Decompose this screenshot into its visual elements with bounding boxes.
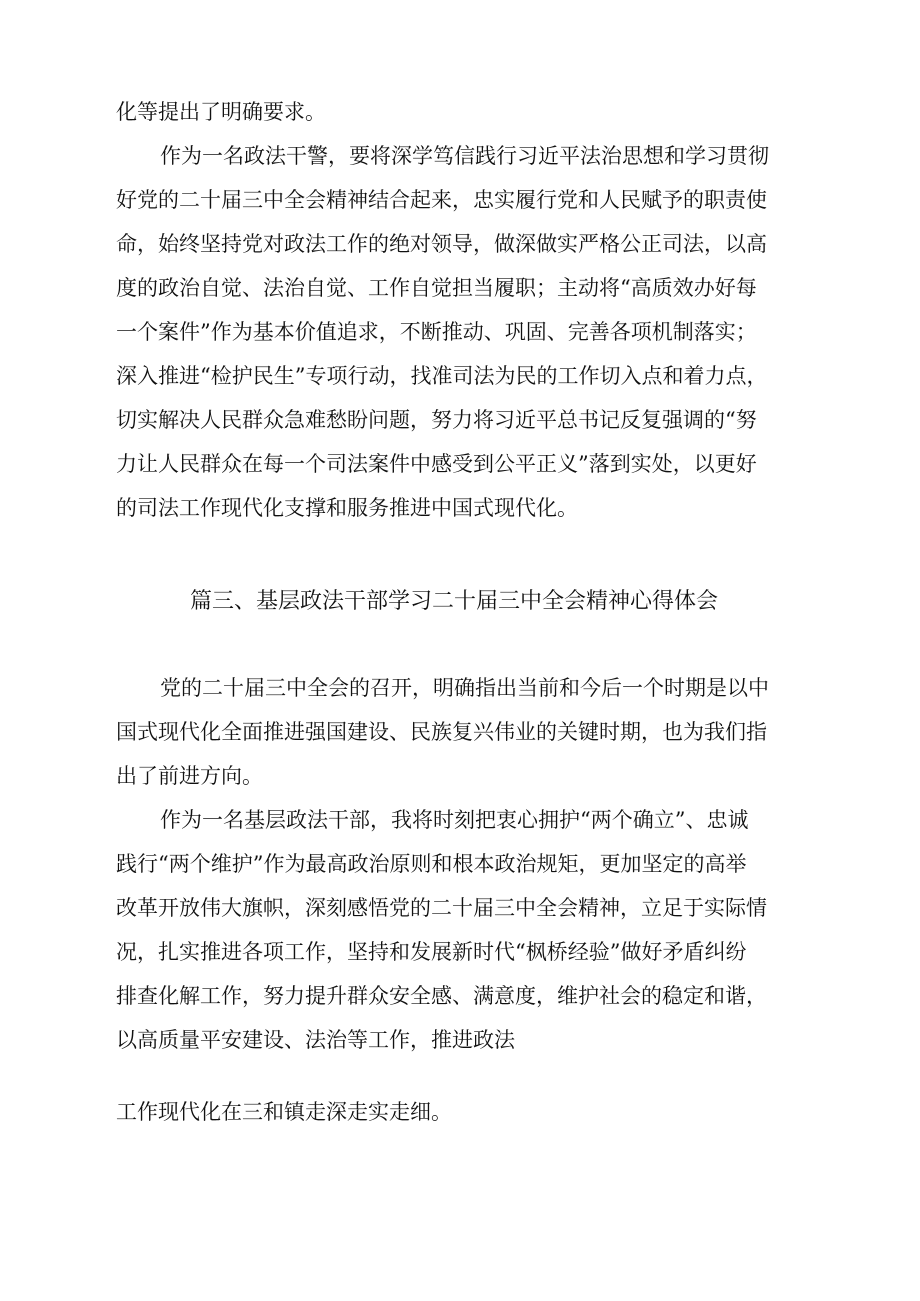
- paragraph-line: [0, 486, 920, 530]
- paragraph-text: 一个案件”作为基本价值追求，不断推动、巩固、完善各项机制落实；: [116, 320, 757, 344]
- paragraph-line: [0, 798, 920, 842]
- section-heading-text: 篇三、基层政法干部学习二十届三中全会精神心得体会: [190, 589, 719, 614]
- paragraph-line: [0, 442, 920, 486]
- paragraph-text: 力让人民群众在每一个司法案件中感受到公平正义”落到实处，以更好: [116, 452, 757, 476]
- paragraph-text: 度的政治自觉、法治自觉、工作自觉担当履职；主动将“高质效办好每: [116, 276, 757, 300]
- paragraph-text: 切实解决人民群众急难愁盼问题，努力将习近平总书记反复强调的“努: [116, 408, 757, 432]
- paragraph-line: [0, 90, 920, 134]
- paragraph-text: 出了前进方向。: [116, 764, 263, 788]
- paragraph-text: 践行“两个维护”作为最高政治原则和根本政治规矩，更加坚定的高举: [116, 852, 747, 876]
- paragraph-line: [0, 178, 920, 222]
- section-heading: [0, 580, 920, 624]
- paragraph-text: 改革开放伟大旗帜，深刻感悟党的二十届三中全会精神，立足于实际情: [116, 896, 767, 920]
- paragraph-line: [0, 222, 920, 266]
- paragraph-line: [0, 310, 920, 354]
- paragraph-text: 工作现代化在三和镇走深走实走细。: [116, 1100, 452, 1124]
- paragraph-line: [0, 930, 920, 974]
- paragraph-text: 况，扎实推进各项工作，坚持和发展新时代“枫桥经验”做好矛盾纠纷: [116, 940, 747, 964]
- paragraph-text: 的司法工作现代化支撑和服务推进中国式现代化。: [116, 496, 578, 520]
- paragraph-line: [0, 1090, 920, 1134]
- paragraph-text: 化等提出了明确要求。: [116, 100, 326, 124]
- paragraph-text: 好党的二十届三中全会精神结合起来，忠实履行党和人民赋予的职责使: [116, 188, 767, 212]
- paragraph-line: [0, 842, 920, 886]
- paragraph-line: [0, 354, 920, 398]
- paragraph-text: 以高质量平安建设、法治等工作，推进政法: [116, 1028, 515, 1052]
- paragraph-text: 国式现代化全面推进强国建设、民族复兴伟业的关键时期，也为我们指: [116, 720, 767, 744]
- paragraph-text: 作为一名政法干警，要将深学笃信践行习近平法治思想和学习贯彻: [160, 144, 769, 168]
- paragraph-line: [0, 754, 920, 798]
- paragraph-line: [0, 398, 920, 442]
- paragraph-text: 命，始终坚持党对政法工作的绝对领导，做深做实严格公正司法，以高: [116, 232, 767, 256]
- paragraph-text: 深入推进“检护民生”专项行动，找准司法为民的工作切入点和着力点，: [116, 364, 768, 388]
- paragraph-line: [0, 134, 920, 178]
- paragraph-line: [0, 1018, 920, 1062]
- paragraph-text: 党的二十届三中全会的召开，明确指出当前和今后一个时期是以中: [160, 676, 769, 700]
- paragraph-line: [0, 974, 920, 1018]
- paragraph-text: 排查化解工作，努力提升群众安全感、满意度，维护社会的稳定和谐，: [116, 984, 767, 1008]
- paragraph-line: [0, 710, 920, 754]
- paragraph-line: [0, 886, 920, 930]
- paragraph-text: 作为一名基层政法干部，我将时刻把衷心拥护“两个确立”、忠诚: [160, 808, 749, 832]
- paragraph-line: [0, 666, 920, 710]
- paragraph-line: [0, 266, 920, 310]
